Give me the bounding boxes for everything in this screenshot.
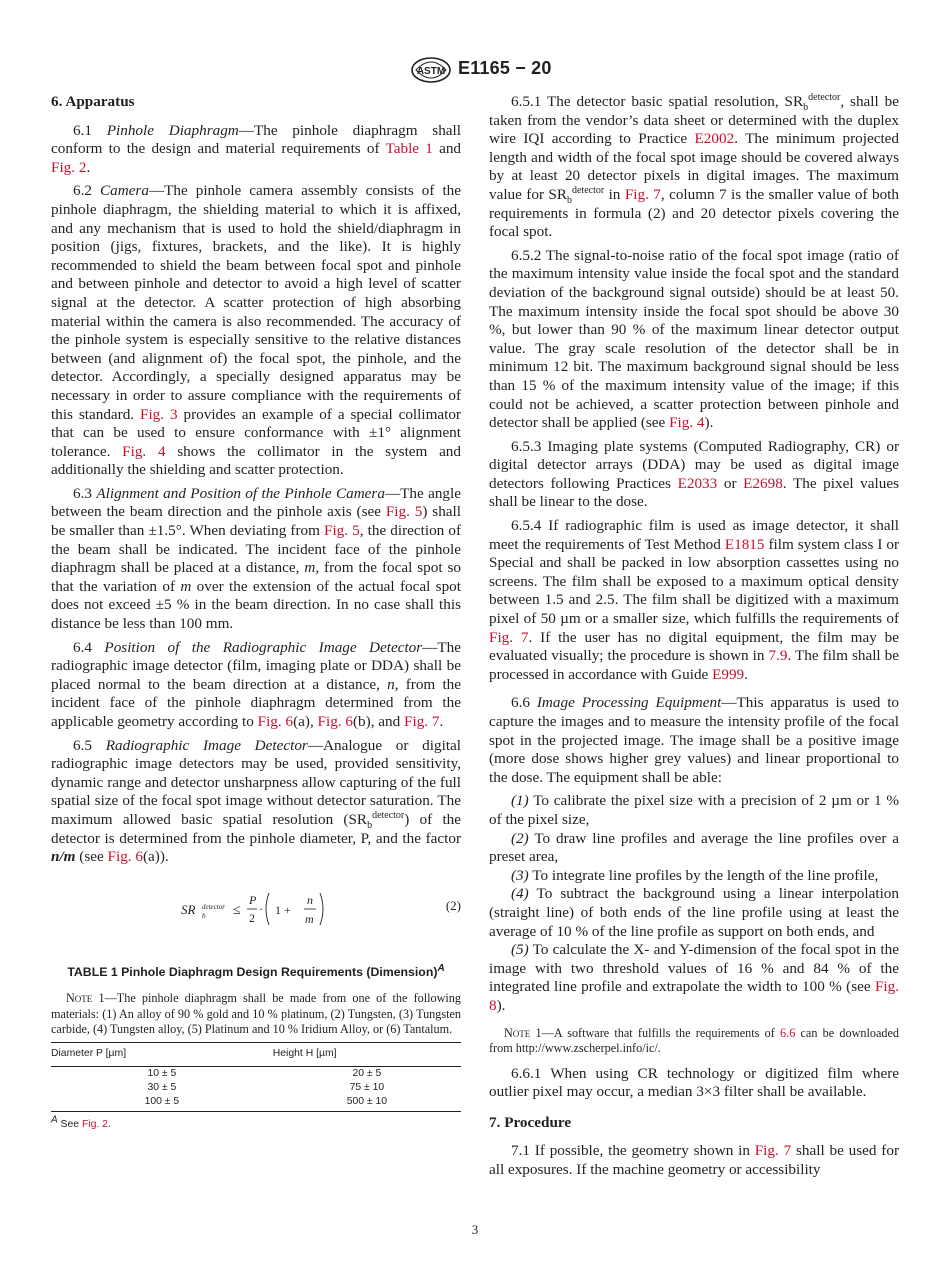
list-item: (5) To calculate the X- and Y-dimension of the focal spot in the image with two threshold values of 16 % and 84 % of the integrated line profile and extrapolate the width to 100 % (see Fig. 8).	[489, 941, 899, 1014]
page-header	[0, 56, 950, 86]
fig-7-link[interactable]: Fig. 7	[404, 713, 440, 730]
e999-link[interactable]: E999	[712, 665, 745, 683]
astm-logo-icon	[410, 56, 452, 84]
paragraph-6-5-3: 6.5.3 Imaging plate systems (Computed Radiography, CR) or digital detector arrays (DDA) may be used as digital image detectors following Practices E2033 or E2698. The pixel values shall be linear to the dose.	[489, 437, 899, 511]
paragraph-6-5: 6.5 Radiographic Image Detector—Analogue or digital radiographic image detectors may be used, provided sensitivity, dynamic range and detector unsharpness allow capturing of the full spatial size of the focal spot image without detector saturation. The maximum allowed basic spatial resolution $(SR_b^{detector})$ of the detector is determined from the pinhole diameter, P, and the factor n/m (see Fig. 6(a)).	[51, 736, 461, 866]
fig-7-link-r3[interactable]: Fig. 7	[754, 1142, 792, 1160]
svg-text:ASTM: ASTM	[416, 66, 446, 77]
fig-7-link-r[interactable]: Fig. 7	[624, 185, 661, 203]
fig-7-link-r2[interactable]: Fig. 7	[489, 628, 529, 646]
fig-5-link[interactable]: Fig. 5	[385, 503, 423, 521]
svg-text:2: 2	[249, 910, 255, 925]
table-cell: 100 ± 5	[51, 1095, 273, 1112]
svg-text:m: m	[305, 911, 314, 926]
paragraph-6-5-2: 6.5.2 The signal-to-noise ratio of the focal spot image (ratio of the maximum intensity value inside the focal spot and the standard deviation of the background signal outside) should be at least 50. The maximum intensity inside the focal spot should be above 30 %, but lower than 90 % of the maximum linear detector output value. The gray scale resolution of the detector shall be in minimum 12 bit. The maximum background signal should be less than 15 % of the maximum intensity value of the image; if this could not be achieved, a scatter protection between pinhole and detector shall be applied (see Fig. 4).	[489, 246, 899, 432]
paragraph-6-3: 6.3 Alignment and Position of the Pinhole Camera—The angle between the beam direction and the pinhole axis (see Fig. 5) shall be smaller than ±1.5°. When deviating from Fig. 5, the direction of the beam shall be indicated. The incident face of the pinhole diaphragm shall be placed at a distance, m, from the focal spot so that the variation of m over the extension of the actual focal spot does not exceed ±5 % in the beam direction. In no case shall this distance be less than 100 mm.	[51, 484, 462, 633]
e1815-link[interactable]: E1815	[724, 535, 765, 553]
table-1-title: TABLE 1 Pinhole Diaphragm Design Requirements (Dimension)$^A$	[67, 962, 445, 979]
fig-5-link-2[interactable]: Fig. 5	[324, 522, 360, 540]
left-column	[51, 93, 461, 1134]
svg-text:·: ·	[259, 901, 263, 916]
table-header-row	[51, 1042, 461, 1066]
page-number: 3	[471, 1222, 479, 1237]
fig-2-link[interactable]: Fig. 2	[51, 158, 87, 176]
e2033-link[interactable]: E2033	[677, 474, 718, 492]
table-cell: 500 ± 10	[273, 1095, 461, 1112]
right-column	[489, 93, 899, 1185]
svg-text:detector: detector	[202, 902, 225, 911]
column-header-diameter: Diameter P [µm]	[51, 1042, 273, 1066]
svg-text:b: b	[202, 911, 206, 920]
svg-text:SR: SR	[181, 901, 196, 917]
section-7-9-link[interactable]: 7.9	[768, 647, 788, 665]
table-1-footnote: $^A$ See Fig. 2.	[51, 1114, 111, 1130]
paragraph-7-1: 7.1 If possible, the geometry shown in Fig. 7 shall be used for all exposures. If the machine geometry or accessibility	[489, 1142, 900, 1179]
list-item: (3) To integrate line profiles by the length of the line profile,	[511, 866, 879, 884]
table-cell: 30 ± 5	[147, 1081, 177, 1093]
table-1	[51, 1042, 461, 1112]
svg-text:n: n	[307, 892, 313, 907]
paragraph-6-5-1: 6.5.1 The detector basic spatial resolution, $SR_b^{detector}$, shall be taken from the vendor’s data sheet or determined with the duplex wire IQI according to Practice E2002. The minimum projected length and width of the focal spot image should be covered always by at least 20 detector pixels in digital images. The maximum value for $SR_b^{detector}$ in Fig. 7, column 7 is the smaller value of both requirements in formula (2) and 20 detector pixels covering the focal spot.	[489, 91, 900, 241]
fig-2-link-footnote[interactable]: Fig. 2	[81, 1118, 108, 1130]
table-1-note: Note 1—The pinhole diaphragm shall be made from one of the following materials: (1) An alloy of 90 % gold and 10 % platinum, (2) Tungsten, (3) Tungsten carbide, (4) Tungsten alloy, (5) Platinum and 10 % Iridium Alloy, or (6) Tantalum.	[51, 991, 461, 1036]
table-cell: 10 ± 5	[147, 1067, 177, 1079]
fig-6-link[interactable]: Fig. 6	[257, 713, 294, 730]
fig-6-link-2[interactable]: Fig. 6	[317, 713, 353, 730]
svg-text:≤: ≤	[233, 902, 241, 918]
e2002-link[interactable]: E2002	[694, 130, 735, 148]
list-item: (2) To draw line profiles and average the line profiles over a preset area,	[489, 829, 899, 866]
paragraph-6-1: 6.1 Pinhole Diaphragm—The pinhole diaphragm shall conform to the design and material requirements of Table 1 and Fig. 2.	[51, 121, 462, 176]
fig-4-link[interactable]: Fig. 4	[122, 442, 166, 460]
svg-text:1 +: 1 +	[275, 902, 291, 917]
note-1-software: Note 1—A software that fulfills the requirements of 6.6 can be downloaded from http://www.zscherpel.info/ic/.	[489, 1025, 899, 1056]
list-item: (1) To calibrate the pixel size with a precision of 2 µm or 1 % of the pixel size,	[489, 792, 899, 828]
column-header-height: Height H [µm]	[273, 1042, 461, 1066]
paragraph-6-6-1: 6.6.1 When using CR technology or digitized film where outlier pixel may occur, a median 3×3 filter shall be available.	[489, 1064, 899, 1101]
section-6-heading: 6. Apparatus	[51, 93, 135, 110]
svg-text:P: P	[249, 892, 257, 907]
table-row	[51, 1066, 461, 1081]
table-cell: 75 ± 10	[349, 1081, 385, 1093]
equation-2	[51, 883, 461, 927]
paragraph-6-5-4: 6.5.4 If radiographic film is used as image detector, it shall meet the requirements of Test Method E1815 film system class I or Special and shall be packed in low absorption cassettes using no screens. The film shall be exposed to a maximum optical density between 1.5 and 2.5. The film shall be digitized with a maximum pixel of 50 µm or a smaller size, which fulfills the requirements of Fig. 7. If the user has no digital equipment, the film may be evaluated visually; the procedure is shown in 7.9. The film shall be processed in accordance with Guide E999.	[489, 517, 900, 683]
equation-formula	[181, 887, 381, 931]
paragraph-6-4: 6.4 Position of the Radiographic Image Detector—The radiographic image detector (film, imaging plate or DDA) shall be placed normal to the beam direction at a distance, n, from the incident face of the pinhole diaphragm determined from the applicable geometry according to Fig. 6(a), Fig. 6(b), and Fig. 7.	[51, 638, 462, 730]
fig-6-link-3[interactable]: Fig. 6	[107, 848, 143, 866]
paragraph-6-2: 6.2 Camera—The pinhole camera assembly consists of the pinhole diaphragm, the shielding material to which it is affixed, and any mechanism that is used to hold the shield/diaphragm in position (jigs, fixtures, brackets, and the like). It is highly recommended to shield the beam between focal spot and pinhole and between pinhole and detector to avoid a high level of scatter signal at the detector. A scatter protection of high absorbing material within the camera is also recommended. The accuracy of the pinhole system is especially sensitive to the relative distances between (and alignment of) the focal spot, the pinhole, and the detector. Accordingly, a specially designed apparatus may be necessary in order to assure compliance with the requirements of this standard. Fig. 3 provides an example of a special collimator that can be used to ensure conformance with ±1° alignment tolerance. Fig. 4 shows the collimator in the system and additionally the shielding and scatter protection.	[51, 182, 461, 479]
fig-3-link[interactable]: Fig. 3	[140, 405, 178, 423]
table-1-link[interactable]: Table 1	[385, 140, 433, 158]
standard-designation: E1165 − 20	[458, 58, 552, 78]
section-6-6-link[interactable]: 6.6	[780, 1025, 796, 1040]
list-item: (4) To subtract the background using a linear interpolation (straight line) of both ends of the line profile using at least the average of 10 % of the line profile as support on both ends, and	[489, 885, 899, 940]
fig-8-link[interactable]: Fig. 8	[489, 978, 899, 1014]
table-row	[51, 1095, 461, 1112]
table-cell: 20 ± 5	[352, 1067, 382, 1079]
equation-number: (2)	[445, 897, 461, 913]
paragraph-6-6: 6.6 Image Processing Equipment—This apparatus is used to capture the images and to measure the intensity profile of the focal spot in the projected image. The image shall be a positive image (more dose shows higher grey values) and linear proportional to the dose. The equipment shall be able:	[489, 694, 900, 786]
table-row	[51, 1081, 461, 1095]
section-7-heading: 7. Procedure	[489, 1113, 572, 1131]
e2698-link[interactable]: E2698	[743, 474, 783, 492]
fig-4-link-r[interactable]: Fig. 4	[669, 414, 705, 432]
